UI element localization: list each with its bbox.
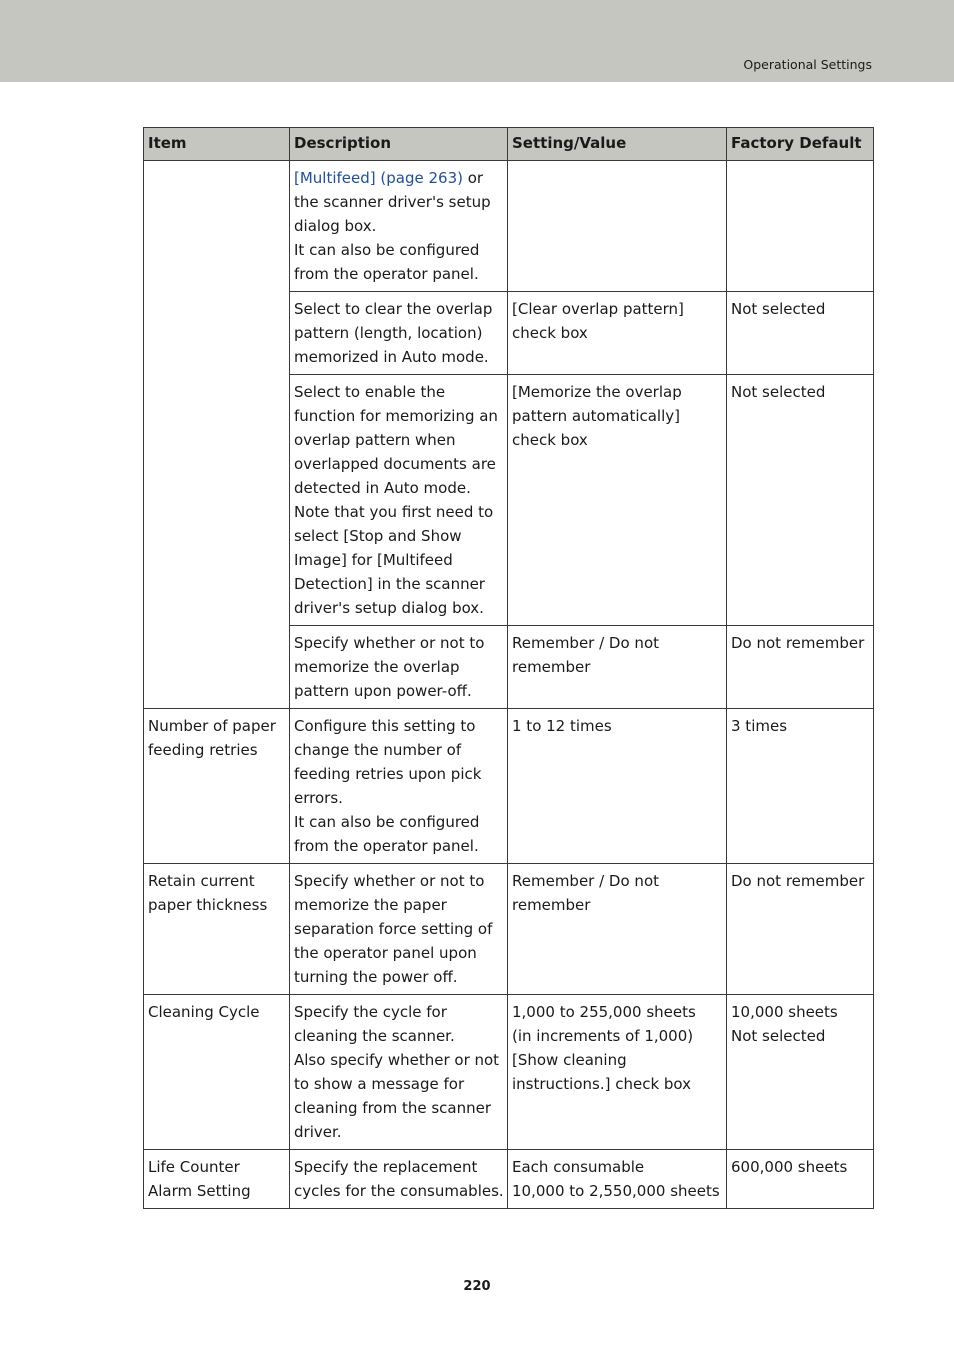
setting-cell: [Clear overlap pattern] check box [508,292,727,375]
default-cell: Not selected [727,292,874,375]
default-cell [727,161,874,292]
default-cell: 10,000 sheets Not selected [727,995,874,1150]
item-cell: Cleaning Cycle [144,995,290,1150]
table-row [144,995,874,1150]
item-cell: Retain current paper thickness [144,864,290,995]
description-cell: Select to enable the function for memorizing an overlap pattern when overlapped documents are detected in Auto mode. Note that you first need to select [Stop and Show Image] for [Multifeed Detection] in the scanner driver's setup dialog box. [290,375,508,626]
column-header-item: Item [144,128,290,161]
table-row [144,1150,874,1209]
setting-cell: 1,000 to 255,000 sheets (in increments of 1,000) [Show cleaning instructions.] check box [508,995,727,1150]
default-cell: Do not remember [727,864,874,995]
section-title: Operational Settings [743,57,872,72]
setting-cell: Each consumable 10,000 to 2,550,000 sheets [508,1150,727,1209]
item-cell: Life Counter Alarm Setting [144,1150,290,1209]
default-cell: 600,000 sheets [727,1150,874,1209]
default-cell: Not selected [727,375,874,626]
setting-cell: Remember / Do not remember [508,864,727,995]
table-row [144,709,874,864]
page-number: 220 [463,1279,491,1294]
multifeed-page-link[interactable]: [Multifeed] (page 263) [294,169,463,187]
column-header-description: Description [290,128,508,161]
setting-cell [508,161,727,292]
setting-cell: [Memorize the overlap pattern automatically] check box [508,375,727,626]
description-cell: Specify whether or not to memorize the paper separation force setting of the operator panel upon turning the power off. [290,864,508,995]
table-row [144,161,874,292]
description-cell: Specify whether or not to memorize the overlap pattern upon power-off. [290,626,508,709]
description-cell: Specify the cycle for cleaning the scanner. Also specify whether or not to show a message for cleaning from the scanner driver. [290,995,508,1150]
item-cell: Number of paper feeding retries [144,709,290,864]
description-cell: Select to clear the overlap pattern (length, location) memorized in Auto mode. [290,292,508,375]
setting-cell: 1 to 12 times [508,709,727,864]
header-band [0,0,954,82]
column-header-setting: Setting/Value [508,128,727,161]
table-header-row [144,128,874,161]
default-cell: 3 times [727,709,874,864]
settings-table [143,127,874,1209]
table-row [144,864,874,995]
description-cell: Specify the replacement cycles for the consumables. [290,1150,508,1209]
column-header-default: Factory Default [727,128,874,161]
description-cell: [Multifeed] (page 263) or the scanner driver's setup dialog box. It can also be configured from the operator panel. [290,161,508,292]
description-cell: Configure this setting to change the number of feeding retries upon pick errors. It can also be configured from the operator panel. [290,709,508,864]
default-cell: Do not remember [727,626,874,709]
setting-cell: Remember / Do not remember [508,626,727,709]
item-cell [144,161,290,709]
